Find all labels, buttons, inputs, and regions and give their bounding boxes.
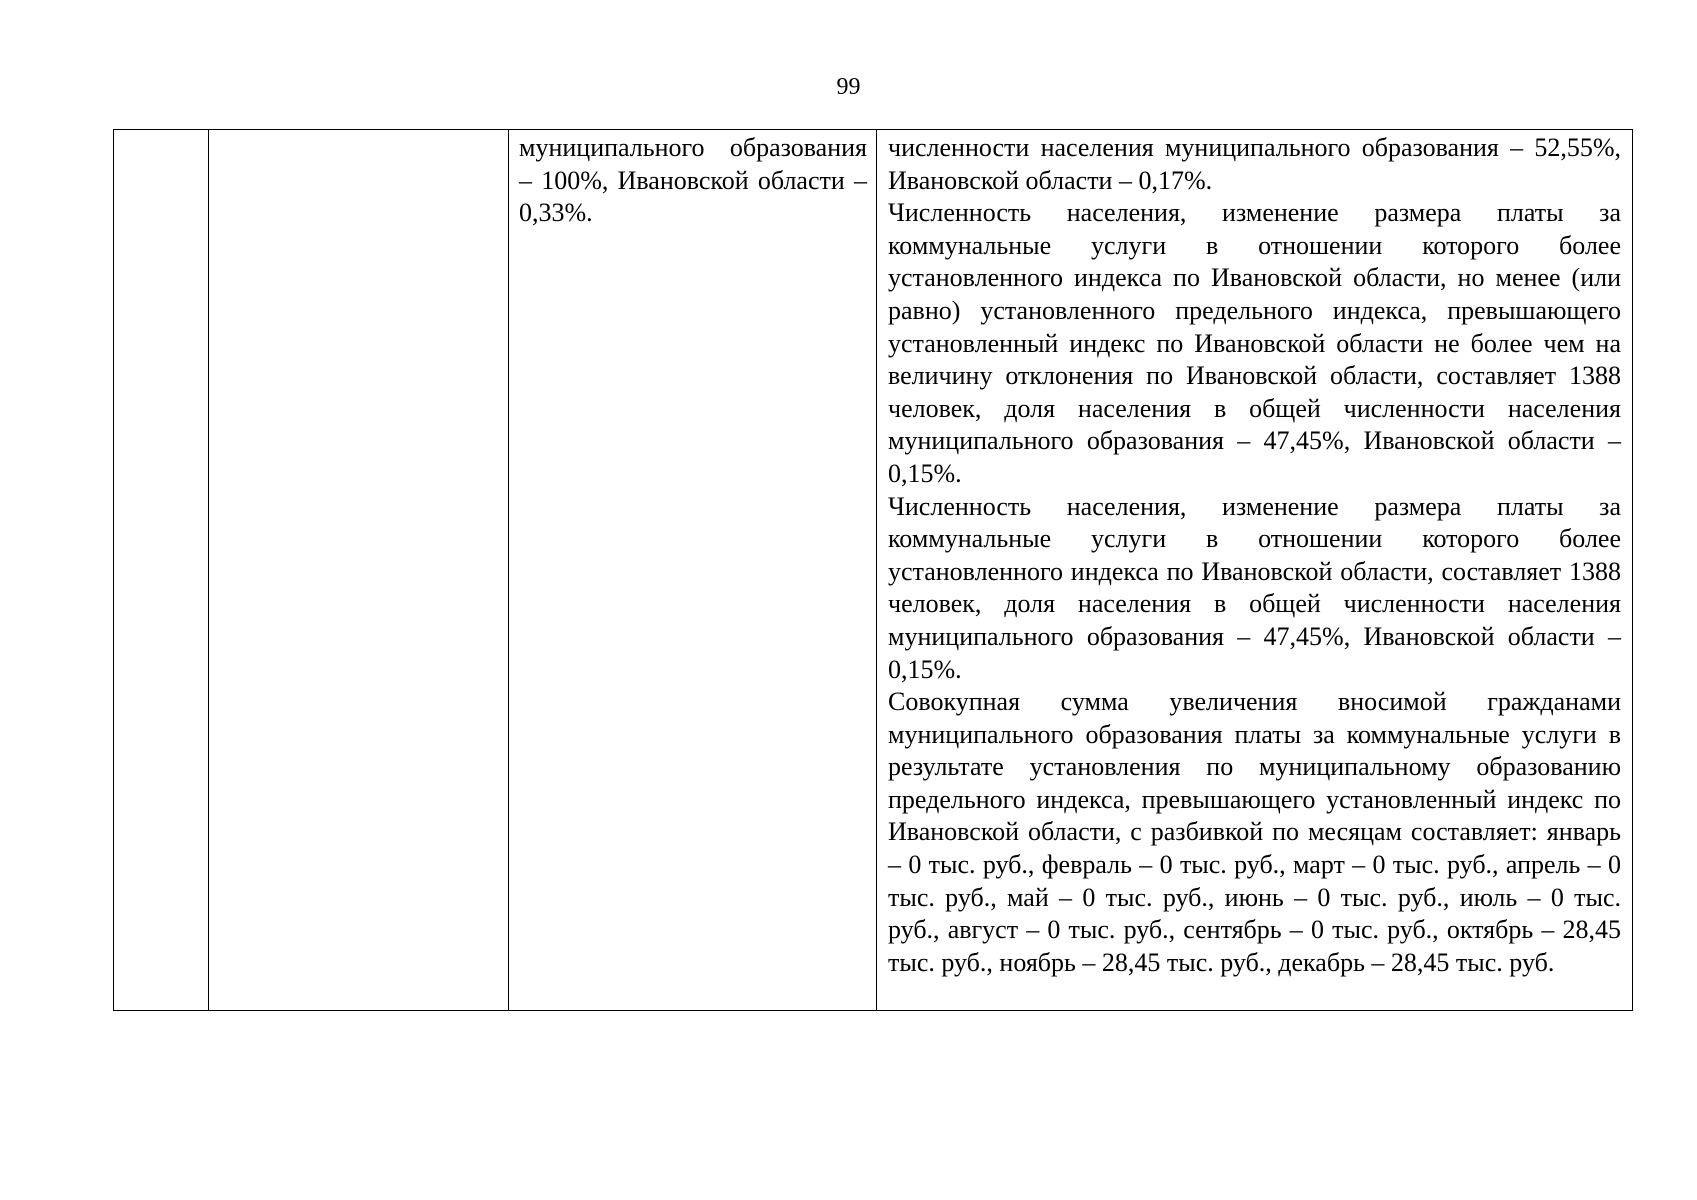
table-cell-number: [114, 130, 209, 1011]
page-number: 99: [836, 74, 861, 100]
table-row: [114, 130, 1633, 1011]
table-cell-details: [877, 130, 1633, 1011]
detail-paragraph-3: Численность населения, изменение размера платы за коммунальные услуги в отношении которого более установленного индекса по Ивановской области, составляет 1388 человек, доля населения в общей численности населения муниципального образования – 47,45%, Ивановской области – 0,15%.: [888, 491, 1621, 684]
detail-paragraph-4: Совокупная сумма увеличения вносимой гражданами муниципального образования платы за коммунальные услуги в результате установления по муниципальному образованию предельного индекса, превышающего установленный индекс по Ивановской области, с разбивкой по месяцам составляет: январь – 0 тыс. руб., февраль – 0 тыс. руб., март – 0 тыс. руб., апрель – 0 тыс. руб., май – 0 тыс. руб., июнь – 0 тыс. руб., июль – 0 тыс. руб., август – 0 тыс. руб., сентябрь – 0 тыс. руб., октябрь – 28,45 тыс. руб., ноябрь – 28,45 тыс. руб., декабрь – 28,45 тыс. руб.: [888, 687, 1621, 977]
table-cell-summary: [509, 130, 877, 1011]
document-table: [113, 129, 1633, 1011]
summary-text: муниципального образования – 100%, Ивановской области – 0,33%.: [519, 133, 867, 228]
detail-paragraph-2: Численность населения, изменение размера платы за коммунальные услуги в отношении которого более установленного индекса по Ивановской области, но менее (или равно) установленного предельного индекса, превышающего установленный индекс по Ивановской области не более чем на величину отклонения по Ивановской области, составляет 1388 человек, доля населения в общей численности населения муниципального образования – 47,45%, Ивановской области – 0,15%.: [888, 198, 1621, 488]
detail-paragraph-1: численности населения муниципального образования – 52,55%, Ивановской области – 0,17%.: [888, 133, 1621, 195]
table-cell-name: [209, 130, 509, 1011]
